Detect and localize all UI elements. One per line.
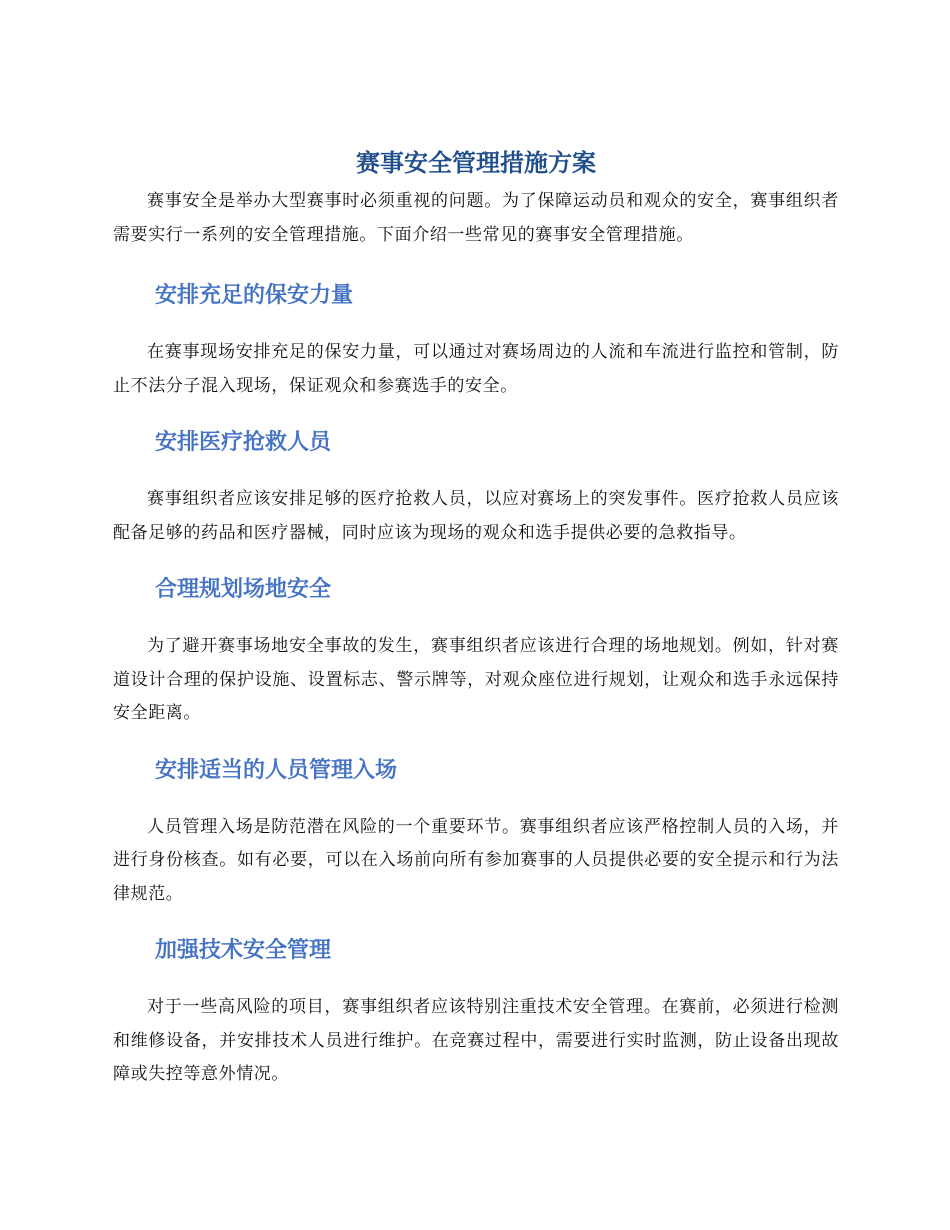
section-body-entry-management: 人员管理入场是防范潜在风险的一个重要环节。赛事组织者应该严格控制人员的入场，并进行身份核查。如有必要，可以在入场前向所有参加赛事的人员提供必要的安全提示和行为法律规范。 — [113, 816, 839, 904]
section-body-medical-staff: 赛事组织者应该安排足够的医疗抢救人员，以应对赛场上的突发事件。医疗抢救人员应该配备足够的药品和医疗器械，同时应该为现场的观众和选手提供必要的急救指导。 — [113, 489, 839, 543]
document-title: 赛事安全管理措施方案 — [356, 149, 596, 177]
section-heading-medical-staff: 安排医疗抢救人员 — [155, 430, 332, 455]
section-heading-technical-safety: 加强技术安全管理 — [155, 938, 332, 963]
section-body-venue-safety: 为了避开赛事场地安全事故的发生，赛事组织者应该进行合理的场地规划。例如，针对赛道设计合理的保护设施、设置标志、警示牌等，对观众座位进行规划，让观众和选手永远保持安全距离。 — [113, 636, 839, 723]
intro-paragraph: 赛事安全是举办大型赛事时必须重视的问题。为了保障运动员和观众的安全，赛事组织者需要实行一系列的安全管理措施。下面介绍一些常见的赛事安全管理措施。 — [113, 191, 839, 245]
section-body-security-force: 在赛事现场安排充足的保安力量，可以通过对赛场周边的人流和车流进行监控和管制，防止不法分子混入现场，保证观众和参赛选手的安全。 — [113, 342, 839, 396]
section-heading-security-force: 安排充足的保安力量 — [155, 283, 354, 308]
section-heading-venue-safety: 合理规划场地安全 — [155, 577, 332, 602]
section-body-technical-safety: 对于一些高风险的项目，赛事组织者应该特别注重技术安全管理。在赛前，必须进行检测和维修设备，并安排技术人员进行维护。在竞赛过程中，需要进行实时监测，防止设备出现故障或失控等意外情况。 — [113, 997, 839, 1084]
section-heading-entry-management: 安排适当的人员管理入场 — [155, 757, 398, 783]
document-page — [113, 143, 839, 1092]
